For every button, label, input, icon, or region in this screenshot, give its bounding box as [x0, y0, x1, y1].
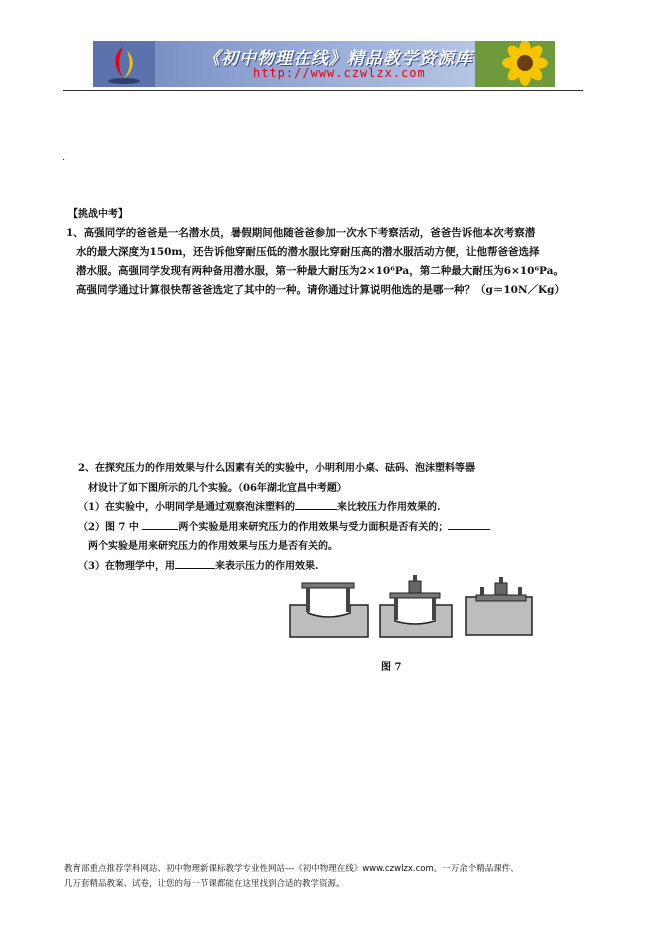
question-1-line: 潜水服。高强同学发现有两种备用潜水服，第一种最大耐压为2×10⁶Pa，第二种最大耐压为6×10⁶Pa。: [76, 265, 564, 277]
answer-blank-4[interactable]: [175, 558, 215, 569]
part-2-text: （2）图 7 中: [78, 521, 139, 533]
question-1-line: 1、高强同学的爸爸是一名潜水员，暑假期间他随爸爸参加一次水下考察活动，爸爸告诉他本次考察潜: [66, 227, 536, 239]
experiment-2: [380, 575, 452, 637]
page-footer: [64, 862, 604, 892]
part-2-text: 两个实验是用来研究压力的作用效果与压力是否有关的。: [88, 541, 338, 552]
part-3-text: （3）在物理学中，用: [78, 560, 175, 572]
answer-blank-1[interactable]: [295, 499, 337, 510]
header-rule: [63, 90, 583, 91]
footer-line: 几万套精品教案、试卷，让您的每一节课都能在这里找到合适的教学资源。: [64, 879, 345, 889]
answer-blank-3[interactable]: [448, 519, 490, 530]
section-heading: 【挑战中考】: [68, 209, 128, 220]
footer-line: 教育部重点推荐学科网站、初中物理新课标教学专业性网站---《初中物理在线》www.czwlzx.com。一万余个精品课件、: [64, 864, 519, 874]
header-banner: [93, 41, 555, 87]
experiment-1: [290, 583, 368, 637]
question-1-line: 高强同学通过计算很快帮爸爸选定了其中的一种。请你通过计算说明他选的是哪一种？（g＝10N／Kg）: [76, 284, 566, 296]
part-2-text: 两个实验是用来研究压力的作用效果与受力面积是否有关的；: [178, 521, 449, 533]
question-1: [66, 224, 596, 300]
experiment-figure: [280, 565, 540, 665]
figure-caption: 图 7: [381, 662, 402, 673]
part-1-text: 来比较压力作用效果的.: [336, 502, 441, 513]
part-1-text: （1）在实验中，小明同学是通过观察泡沫塑料的: [78, 502, 295, 513]
question-1-line: 水的最大深度为150m，还告诉他穿耐压低的潜水服比穿耐压高的潜水服活动方便，让他帮爸爸选择: [76, 246, 540, 258]
experiment-3: [466, 577, 532, 635]
sunflower-icon: [475, 41, 555, 87]
site-logo-icon: [93, 41, 155, 87]
question-2: [78, 459, 490, 576]
banner-title: 《初中物理在线》精品教学资源库: [203, 49, 473, 69]
answer-blank-2[interactable]: [142, 519, 178, 530]
banner-url[interactable]: http://www.czwlzx.com: [253, 66, 426, 80]
question-2-line: 2、在探究压力的作用效果与什么因素有关的实验中，小明利用小桌、砝码、泡沫塑料等器: [78, 463, 475, 474]
stray-dot: .: [62, 152, 66, 163]
question-2-line: 材设计了如下图所示的几个实验。（06年湖北宜昌中考题）: [88, 482, 347, 494]
part-3-text: 来表示压力的作用效果.: [214, 560, 319, 572]
